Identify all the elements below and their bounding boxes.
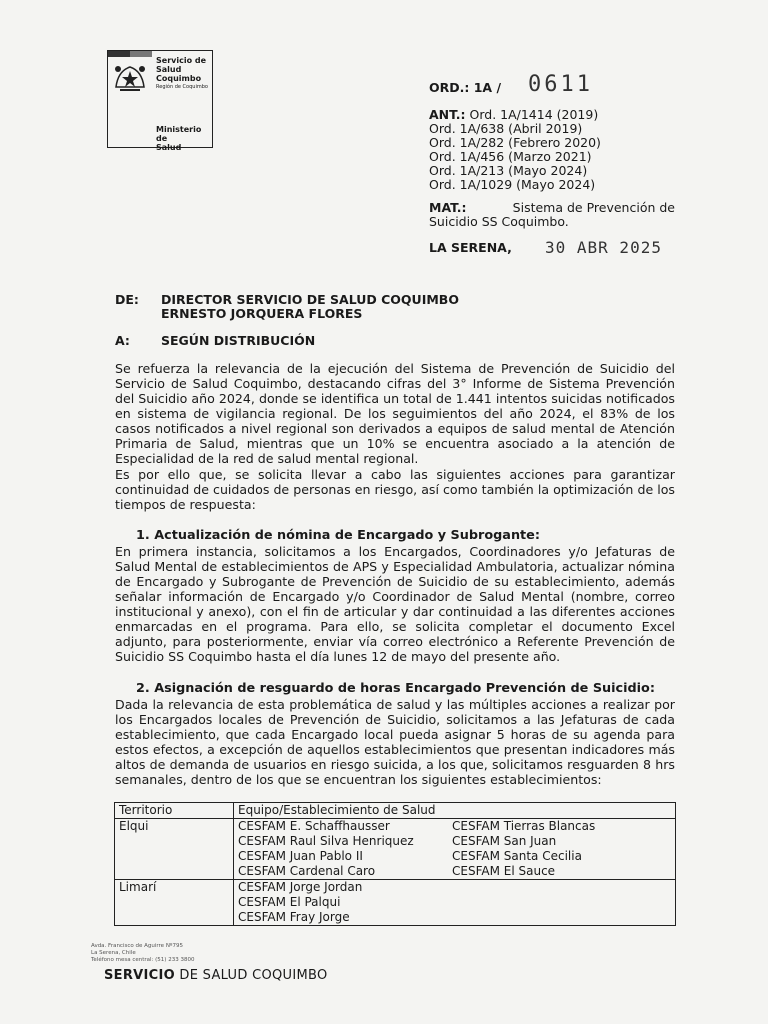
ant-item: Ord. 1A/1414 (2019): [469, 107, 599, 122]
table-header-cell: Equipo/Establecimiento de Salud: [234, 803, 676, 819]
ant-label: ANT.:: [429, 107, 466, 122]
city-label: LA SERENA,: [429, 240, 512, 255]
ant-block: [429, 108, 601, 192]
ant-item: Ord. 1A/1029 (Mayo 2024): [429, 177, 596, 192]
logo-ministry: Ministerio de Salud: [156, 125, 202, 152]
section-1-body: En primera instancia, solicitamos a los Encargados, Coordinadores y/o Jefaturas de Salud Mental de establecimientos de APS y Especialidad Ambulatoria, actualizar nómina de Encargado y Subrogante de Prevención de Suicidio de su establecimiento, además señalar información de Encargado y/o Coordinador de Salud Mental (nombre, correo institucional y anexo), con el fin de articular y dar continuidad a las diferentes acciones enmarcadas en el programa. Para ello, se solicita completar el documento Excel adjunto, para posteriormente, enviar vía correo electrónico a Referente Prevención de Suicidio SS Coquimbo hasta el día lunes 12 de mayo del presente año.: [115, 544, 675, 664]
logo-org-name: Servicio de Salud Coquimbo Región de Coquimbo: [156, 56, 208, 90]
ant-item: Ord. 1A/456 (Marzo 2021): [429, 149, 592, 164]
paragraph-intro: Se refuerza la relevancia de la ejecución del Sistema de Prevención de Suicidio del Servicio de Salud Coquimbo, destacando cifras del 3° Informe de Sistema Prevención del Suicidio año 2024, donde se identifica un total de 1.441 intentos suicidas notificados en sistema de vigilancia regional. De los seguimientos del año 2024, el 83% de los casos notificados a nivel regional son derivados a equipos de salud mental de Atención Primaria de Salud, mientras que un 10% se encuentra asociado a la atención de Especialidad de la red de salud mental regional.: [115, 361, 675, 466]
ord-number-stamp: 0611: [528, 72, 593, 97]
table-row: [115, 880, 676, 926]
paragraph-request: Es por ello que, se solicita llevar a cabo las siguientes acciones para garantizar continuidad de cuidados de personas en riesgo, así como también la optimización de los tiempos de respuesta:: [115, 467, 675, 512]
institution-logo: [107, 50, 213, 152]
de-label: DE:: [115, 292, 139, 307]
a-label: A:: [115, 333, 130, 348]
establishment-list: CESFAM Tierras Blancas CESFAM San Juan CESFAM Santa Cecilia CESFAM El Sauce: [448, 819, 676, 880]
ant-item: Ord. 1A/213 (Mayo 2024): [429, 163, 588, 178]
table-header-cell: Territorio: [115, 803, 234, 819]
mat-block: MAT.: Sistema de Prevención de Suicidio SS Coquimbo.: [429, 200, 675, 229]
table-header-row: [115, 803, 676, 819]
territory-cell: Limarí: [115, 880, 234, 926]
date-stamp: 30 ABR 2025: [545, 238, 662, 257]
establishments-table: [114, 802, 676, 926]
section-2-title: 2. Asignación de resguardo de horas Encargado Prevención de Suicidio:: [136, 681, 655, 696]
ant-item: Ord. 1A/638 (Abril 2019): [429, 121, 583, 136]
establishment-list: CESFAM Jorge Jordan CESFAM El Palqui CESFAM Fray Jorge: [234, 880, 676, 926]
table-row: [115, 819, 676, 880]
coat-of-arms-emblem: [108, 51, 152, 147]
footer-brand: SERVICIO DE SALUD COQUIMBO: [104, 968, 328, 983]
ant-item: Ord. 1A/282 (Febrero 2020): [429, 135, 601, 150]
a-value: SEGÚN DISTRIBUCIÓN: [161, 333, 316, 348]
de-value: DIRECTOR SERVICIO DE SALUD COQUIMBO ERNESTO JORQUERA FLORES: [161, 292, 459, 321]
establishment-list: CESFAM E. Schaffhausser CESFAM Raul Silva Henriquez CESFAM Juan Pablo II CESFAM Cardenal Caro: [234, 819, 449, 880]
ord-label: ORD.: 1A /: [429, 80, 502, 95]
territory-cell: Elqui: [115, 819, 234, 880]
footer-address: Avda. Francisco de Aguirre Nº795 La Serena, Chile Teléfono mesa central: (51) 233 3800: [91, 943, 195, 963]
section-1-title: 1. Actualización de nómina de Encargado y Subrogante:: [136, 528, 540, 543]
section-2-body: Dada la relevancia de esta problemática de salud y las múltiples acciones a realizar por los Encargados locales de Prevención de Suicidio, solicitamos a las Jefaturas de cada establecimiento, que cada Encargado local pueda asignar 5 horas de su agenda para estos efectos, a excepción de aquellos establecimientos que presentan indicadores más altos de demanda de usuarios en riesgo suicida, a los que, solicitamos resguarden 8 hrs semanales, dentro de los que se encuentran los siguientes establecimientos:: [115, 697, 675, 787]
